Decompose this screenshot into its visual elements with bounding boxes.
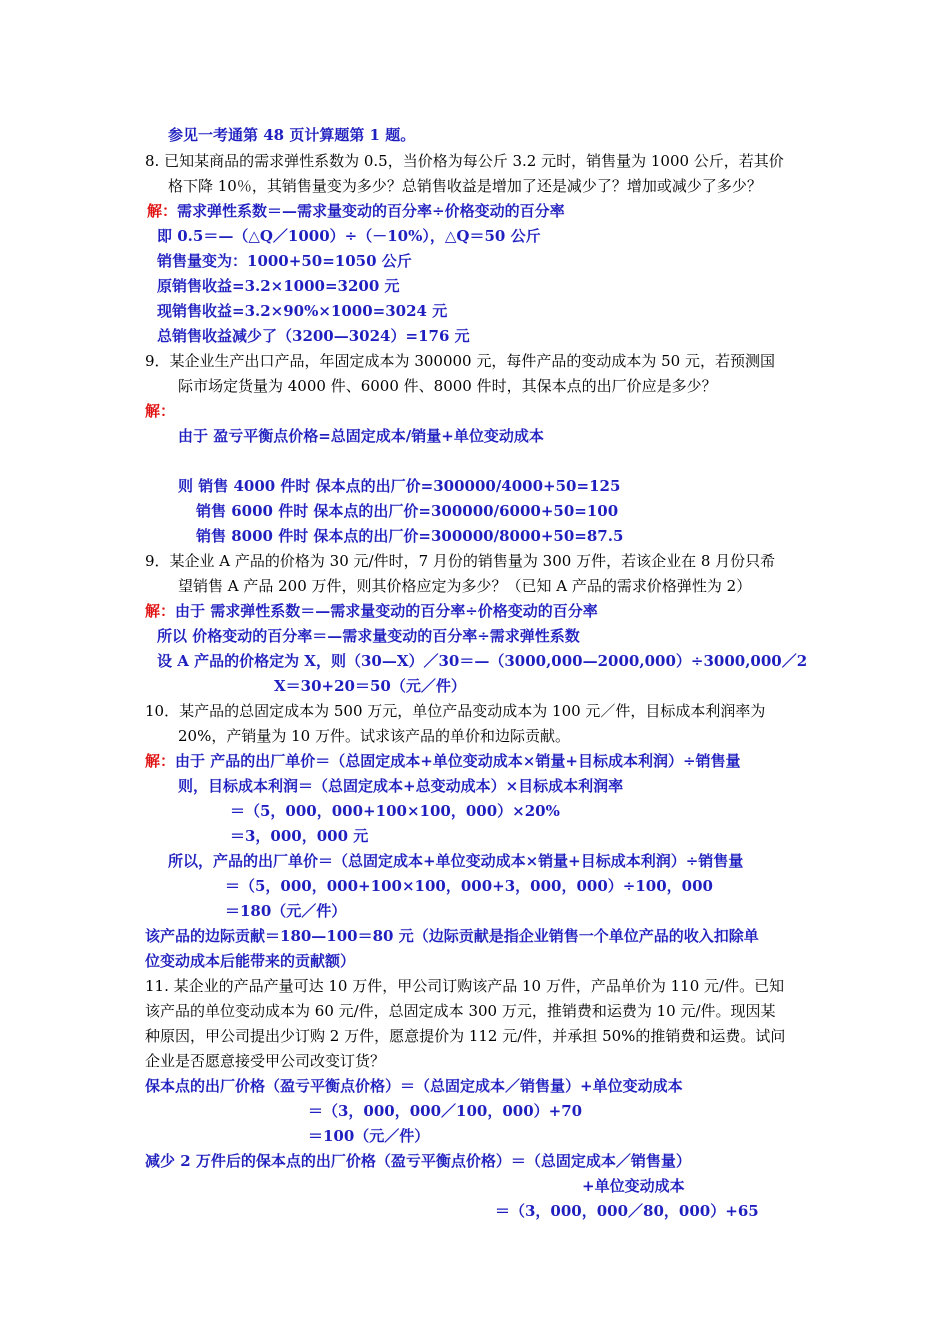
solution-11-line-1: 保本点的出厂价格（盈亏平衡点价格）＝（总固定成本／销售量）+单位变动成本 xyxy=(145,1077,683,1095)
solution-8-line-6: 总销售收益减少了（3200—3024）=176 元 xyxy=(157,327,470,345)
solution-label: 解： xyxy=(145,402,176,420)
solution-10-line-8: 该产品的边际贡献＝180—100＝80 元（边际贡献是指企业销售一个单位产品的收入扣除单 xyxy=(145,927,759,945)
problem-11-line-1: 11. 某企业的产品产量可达 10 万件，甲公司订购该产品 10 万件，产品单价为 110 元/件。已知 xyxy=(145,977,785,995)
problem-9b-line-1: 9．某企业 A 产品的价格为 30 元/件时，7 月份的销售量为 300 万件，若该企业在 8 月份只希 xyxy=(145,552,776,570)
solution-label: 解： xyxy=(147,202,178,220)
problem-8-line-2: 格下降 10％，其销售量变为多少？总销售收益是增加了还是减少了？增加或减少了多少？ xyxy=(168,177,762,195)
solution-9b-line-1 xyxy=(145,601,598,621)
solution-9a-line-1: 由于 盈亏平衡点价格=总固定成本/销量+单位变动成本 xyxy=(178,427,544,445)
problem-11-line-3: 种原因，甲公司提出少订购 2 万件，愿意提价为 112 元/件，并承担 50%的推销费和运费。试问 xyxy=(145,1027,786,1045)
solution-10-line-1 xyxy=(145,751,741,771)
solution-text: 需求弹性系数＝—需求量变动的百分率÷价格变动的百分率 xyxy=(177,202,565,220)
solution-label: 解： xyxy=(145,752,176,770)
solution-11-line-6: ＝（3，000，000／80，000）+65 xyxy=(495,1202,759,1220)
solution-10-line-5: 所以，产品的出厂单价＝（总固定成本+单位变动成本×销量+目标成本利润）÷销售量 xyxy=(168,852,744,870)
solution-9b-line-4: X＝30+20＝50（元／件） xyxy=(274,677,466,695)
solution-label: 解： xyxy=(145,602,176,620)
solution-11-line-3: ＝100（元／件） xyxy=(308,1127,430,1145)
problem-10-line-1: 10．某产品的总固定成本为 500 万元，单位产品变动成本为 100 元／件，目标成本利润率为 xyxy=(145,702,766,720)
solution-10-line-7: ＝180（元／件） xyxy=(225,902,347,920)
solution-8-line-2: 即 0.5＝—（△Q／1000）÷（－10%），△Q＝50 公斤 xyxy=(157,227,541,245)
problem-9a-line-1: 9．某企业生产出口产品，年固定成本为 300000 元，每件产品的变动成本为 50 元，若预测国 xyxy=(145,352,775,370)
solution-11-line-4: 减少 2 万件后的保本点的出厂价格（盈亏平衡点价格）＝（总固定成本／销售量） xyxy=(145,1152,691,1170)
problem-11-line-4: 企业是否愿意接受甲公司改变订货？ xyxy=(145,1052,386,1070)
solution-9a-line-4: 销售 8000 件时 保本点的出厂价=300000/8000+50=87.5 xyxy=(196,527,624,545)
solution-8-line-5: 现销售收益=3.2×90%×1000=3024 元 xyxy=(157,302,448,320)
solution-text: 由于 产品的出厂单价＝（总固定成本+单位变动成本×销量+目标成本利润）÷销售量 xyxy=(175,752,741,770)
solution-text: 由于 需求弹性系数＝—需求量变动的百分率÷价格变动的百分率 xyxy=(175,602,598,620)
solution-10-line-6: ＝（5，000，000+100×100，000+3，000，000）÷100，000 xyxy=(225,877,713,895)
solution-10-line-9: 位变动成本后能带来的贡献额） xyxy=(145,952,356,970)
solution-8-line-1 xyxy=(147,201,565,221)
solution-10-line-3: ＝（5，000，000+100×100，000）×20% xyxy=(230,802,560,820)
solution-11-line-2: ＝（3，000，000／100，000）+70 xyxy=(308,1102,583,1120)
problem-10-line-2: 20%，产销量为 10 万件。试求该产品的单价和边际贡献。 xyxy=(178,727,570,745)
solution-9b-line-2: 所以 价格变动的百分率＝—需求量变动的百分率÷需求弹性系数 xyxy=(157,627,580,645)
problem-8-line-1: 8. 已知某商品的需求弹性系数为 0.5，当价格为每公斤 3.2 元时，销售量为 1000 公斤，若其价 xyxy=(145,152,784,170)
solution-9b-line-3: 设 A 产品的价格定为 X，则（30—X）／30＝—（3000,000—2000,000）÷3000,000／2 xyxy=(157,652,808,670)
solution-9a-line-3: 销售 6000 件时 保本点的出厂价=300000/6000+50=100 xyxy=(196,502,619,520)
solution-10-line-4: ＝3，000，000 元 xyxy=(230,827,369,845)
problem-9a-line-2: 际市场定货量为 4000 件、6000 件、8000 件时，其保本点的出厂价应是多少？ xyxy=(178,377,717,395)
solution-9a-line-2: 则 销售 4000 件时 保本点的出厂价=300000/4000+50=125 xyxy=(178,477,621,495)
solution-8-line-3: 销售量变为：1000+50=1050 公斤 xyxy=(157,252,412,270)
solution-10-line-2: 则，目标成本利润＝（总固定成本+总变动成本）×目标成本利润率 xyxy=(178,777,624,795)
solution-8-line-4: 原销售收益=3.2×1000=3200 元 xyxy=(157,277,400,295)
problem-9b-line-2: 望销售 A 产品 200 万件，则其价格应定为多少？（已知 A 产品的需求价格弹性为 2） xyxy=(178,577,752,595)
solution-11-line-5: +单位变动成本 xyxy=(582,1177,685,1195)
reference-note: 参见一考通第 48 页计算题第 1 题。 xyxy=(168,126,416,144)
problem-11-line-2: 该产品的单位变动成本为 60 元/件，总固定成本 300 万元，推销费和运费为 10 元/件。现因某 xyxy=(145,1002,776,1020)
